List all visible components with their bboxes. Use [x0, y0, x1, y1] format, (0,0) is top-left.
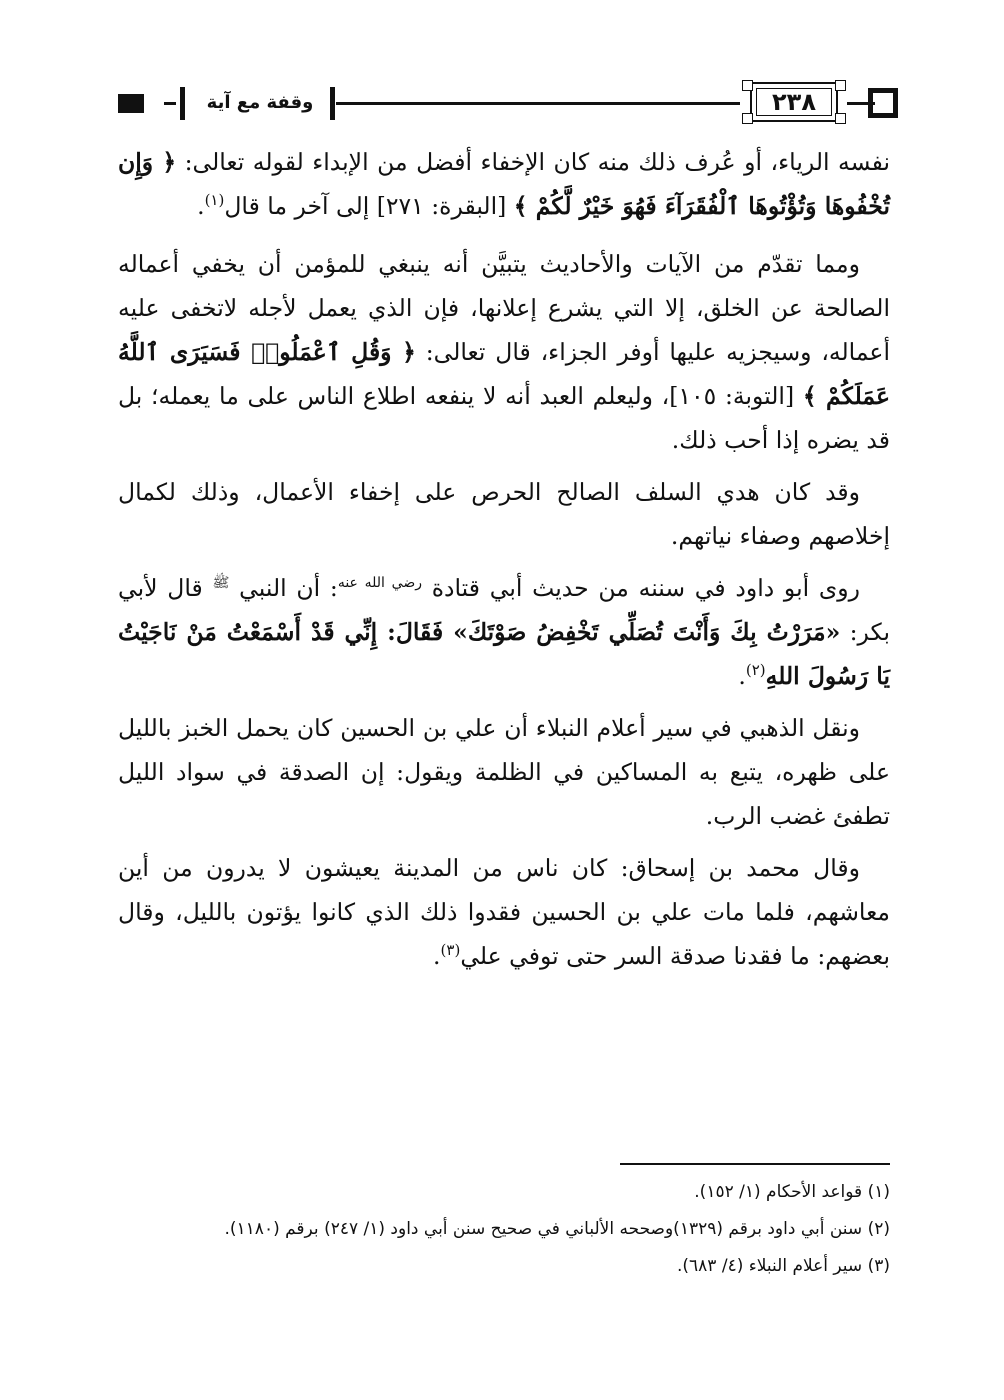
page-number: ٢٣٨: [772, 88, 816, 116]
text-run: : أن النبي: [229, 574, 338, 602]
page-number-frame: [740, 78, 848, 126]
running-header: [112, 78, 892, 130]
header-ornament-block: [118, 94, 144, 113]
text-run: وقال محمد بن إسحاق: كان ناس من المدينة يعيشون لا يدرون من أين معاشهم، فلما مات علي بن الحسين فقدوا ذلك الذي كانوا يؤتون بالليل، وقال بعضهم: ما فقدنا صدقة السر حتى توفي علي: [118, 854, 890, 970]
footnote-ref: (٢): [745, 661, 766, 680]
text-run: .: [738, 662, 746, 690]
honorific-mark: ﷺ: [212, 575, 230, 592]
text-run: وقد كان هدي السلف الصالح الحرص على إخفاء الأعمال، وذلك لكمال إخلاصهم وصفاء نياتهم.: [118, 478, 890, 550]
header-rule: [164, 102, 176, 105]
header-bar: [330, 87, 335, 120]
text-run: .: [197, 192, 205, 220]
text-run: ونقل الذهبي في سير أعلام النبلاء أن علي بن الحسين كان يحمل الخبز بالليل على ظهره، يتبع به المساكين في الظلمة ويقول: إن الصدقة في سواد الليل تطفئ غضب الرب.: [118, 714, 890, 830]
paragraph: [118, 706, 890, 838]
footnote: (٢) سنن أبي داود برقم (١٣٢٩)وصححه الألباني في صحيح سنن أبي داود (١/ ٢٤٧) برقم (١١٨٠).: [224, 1219, 890, 1239]
paragraph: [118, 242, 890, 462]
text-run: قال لأبي بكر:: [118, 574, 891, 646]
paragraph: [118, 566, 890, 698]
footnotes: [118, 1172, 890, 1283]
footnote-separator: [620, 1163, 890, 1165]
book-title: وقفة مع آية: [206, 92, 314, 113]
footnote-ref: (٣): [440, 941, 461, 960]
quran-verse: ﴿ وَإِن تُخْفُوهَا وَتُؤْتُوهَا ٱلْفُقَرَآءَ فَهُوَ خَيْرٌ لَّكُمْ ﴾: [118, 148, 890, 220]
text-run: .: [433, 942, 441, 970]
text-run: [البقرة: ٢٧١] إلى آخر ما قال: [224, 192, 514, 220]
paragraph: [118, 846, 890, 978]
header-bar: [180, 87, 185, 120]
header-rule: [336, 102, 740, 105]
paragraph: [118, 470, 890, 558]
honorific-mark: رضي الله عنه: [337, 575, 422, 592]
header-ornament-square: [868, 88, 898, 118]
text-run: ومما تقدّم من الآيات والأحاديث يتبيَّن أنه ينبغي للمؤمن أن يخفي أعماله الصالحة عن الخلق، إلا التي يشرع إعلانها، فإن الذي يعمل لأجله لاتخفى عليه أعماله، وسيجزيه عليها أوفر الجزاء، قال تعالى:: [118, 250, 890, 366]
text-run: روى أبو داود في سننه من حديث أبي قتادة: [421, 574, 860, 602]
text-run: [التوبة: ١٠٥]، وليعلم العبد أنه لا ينفعه اطلاع الناس على ما يعمله؛ بل قد يضره إذا أحب ذلك.: [118, 382, 890, 454]
text-run: نفسه الرياء، أو عُرف ذلك منه كان الإخفاء أفضل من الإبداء لقوله تعالى:: [176, 148, 890, 176]
page-body: [118, 140, 890, 978]
footnote: (٣) سير أعلام النبلاء (٤/ ٦٨٣).: [677, 1256, 890, 1276]
footnote-ref: (١): [204, 191, 225, 210]
paragraph: [118, 140, 890, 228]
quran-verse: ﴿ وَقُلِ ٱعْمَلُوا۟ فَسَيَرَى ٱللَّهُ عَمَلَكُمْ ﴾: [118, 338, 890, 410]
hadith-quote: «مَرَرْتُ بِكَ وَأَنْتَ تُصَلِّي تَخْفِضُ صَوْتَكَ» فَقَالَ: إِنِّي قَدْ أَسْمَعْتُ مَنْ نَاجَيْتُ يَا رَسُولَ اللهِ: [118, 618, 890, 690]
footnote: (١) قواعد الأحكام (١/ ١٥٢).: [694, 1182, 890, 1202]
